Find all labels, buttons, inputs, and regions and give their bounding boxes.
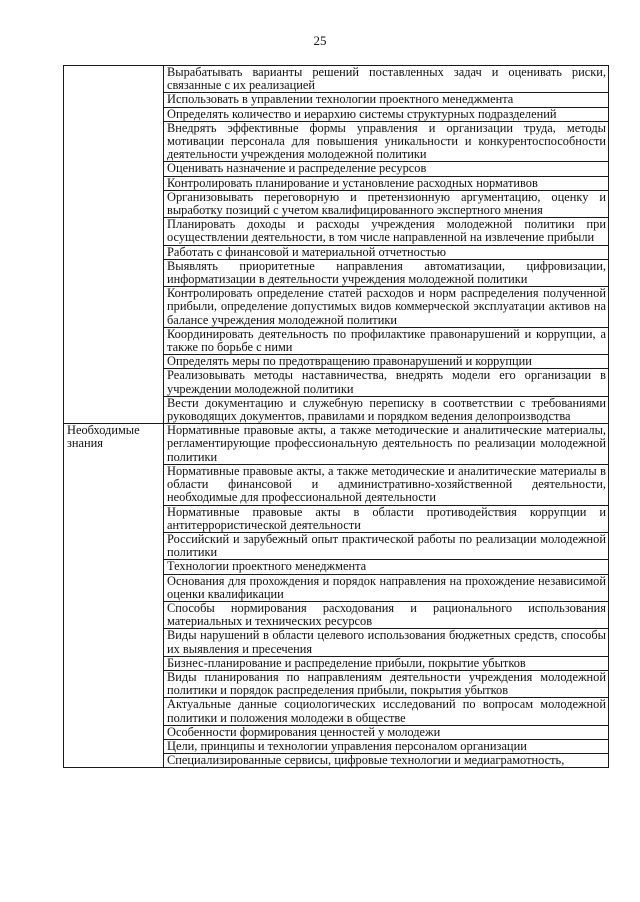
page-number: 25 xyxy=(313,33,327,48)
table-row xyxy=(64,424,609,465)
table-cell-item: Использовать в управлении технологии проектного менеджмента xyxy=(164,93,609,107)
table-cell-item: Определять меры по предотвращению правонарушений и коррупции xyxy=(164,355,609,369)
table-cell-item: Виды нарушений в области целевого использования бюджетных средств, способы их выявления и пресечения xyxy=(164,629,609,656)
table-cell-item: Нормативные правовые акты, а также методические и аналитические материалы в области финансовой и административно-хозяйственной деятельности, необходимые для профессиональной деятельности xyxy=(164,464,609,505)
table-cell-item: Определять количество и иерархию системы структурных подразделений xyxy=(164,107,609,121)
table-cell-item: Нормативные правовые акты в области противодействия коррупции и антитеррористической деятельности xyxy=(164,505,609,532)
table-cell-item: Бизнес-планирование и распределение прибыли, покрытие убытков xyxy=(164,656,609,670)
table-cell-item: Оценивать назначение и распределение ресурсов xyxy=(164,162,609,176)
table-cell-item: Российский и зарубежный опыт практической работы по реализации молодежной политики xyxy=(164,532,609,559)
table-cell-item: Специализированные сервисы, цифровые технологии и медиаграмотность, xyxy=(164,754,609,768)
table-cell-item: Способы нормирования расходования и рационального использования материальных и технических ресурсов xyxy=(164,601,609,628)
table-cell-item: Координировать деятельность по профилактике правонарушений и коррупции, а также по борьбе с ними xyxy=(164,327,609,354)
table-cell-item: Основания для прохождения и порядок направления на прохождение независимой оценки квалификации xyxy=(164,574,609,601)
section-label-cell xyxy=(64,66,164,424)
table-cell-item: Особенности формирования ценностей у молодежи xyxy=(164,725,609,739)
table-cell-item: Технологии проектного менеджмента xyxy=(164,560,609,574)
table-cell-item: Планировать доходы и расходы учреждения молодежной политики при осуществлении деятельности, в том числе направленной на извлечение прибыли xyxy=(164,218,609,245)
table-cell-item: Нормативные правовые акты, а также методические и аналитические материалы, регламентирующие профессиональную деятельность по реализации молодежной политики xyxy=(164,424,609,465)
table-cell-item: Внедрять эффективные формы управления и организации труда, методы мотивации персонала для повышения уникальности и конкурентоспособности деятельности учреждения молодежной политики xyxy=(164,121,609,162)
table-cell-item: Контролировать планирование и установление расходных нормативов xyxy=(164,176,609,190)
section-label-knowledge: Необходимые знания xyxy=(64,424,164,768)
requirements-table xyxy=(63,65,609,768)
table-cell-item: Вырабатывать варианты решений поставленных задач и оценивать риски, связанные с их реализацией xyxy=(164,66,609,93)
table-cell-item: Актуальные данные социологических исследований по вопросам молодежной политики и положения молодежи в обществе xyxy=(164,698,609,725)
table-cell-item: Выявлять приоритетные направления автоматизации, цифровизации, информатизации в деятельности учреждения молодежной политики xyxy=(164,259,609,286)
table-cell-item: Реализовывать методы наставничества, внедрять модели его организации в учреждении молодежной политики xyxy=(164,369,609,396)
table-cell-item: Контролировать определение статей расходов и норм распределения полученной прибыли, определение допустимых видов коммерческой эксплуатации активов на балансе учреждения молодежной политики xyxy=(164,287,609,328)
table-cell-item: Цели, принципы и технологии управления персоналом организации xyxy=(164,739,609,753)
table-cell-item: Организовывать переговорную и претензионную аргументацию, оценку и выработку позиций с учетом квалифицированного экспертного мнения xyxy=(164,190,609,217)
table-cell-item: Виды планирования по направлениям деятельности учреждения молодежной политики и порядок распределения прибыли, покрытия убытков xyxy=(164,670,609,697)
table-cell-item: Работать с финансовой и материальной отчетностью xyxy=(164,245,609,259)
table-cell-item: Вести документацию и служебную переписку в соответствии с требованиями руководящих документов, правилами и порядком ведения делопроизводства xyxy=(164,396,609,423)
table-row xyxy=(64,66,609,93)
